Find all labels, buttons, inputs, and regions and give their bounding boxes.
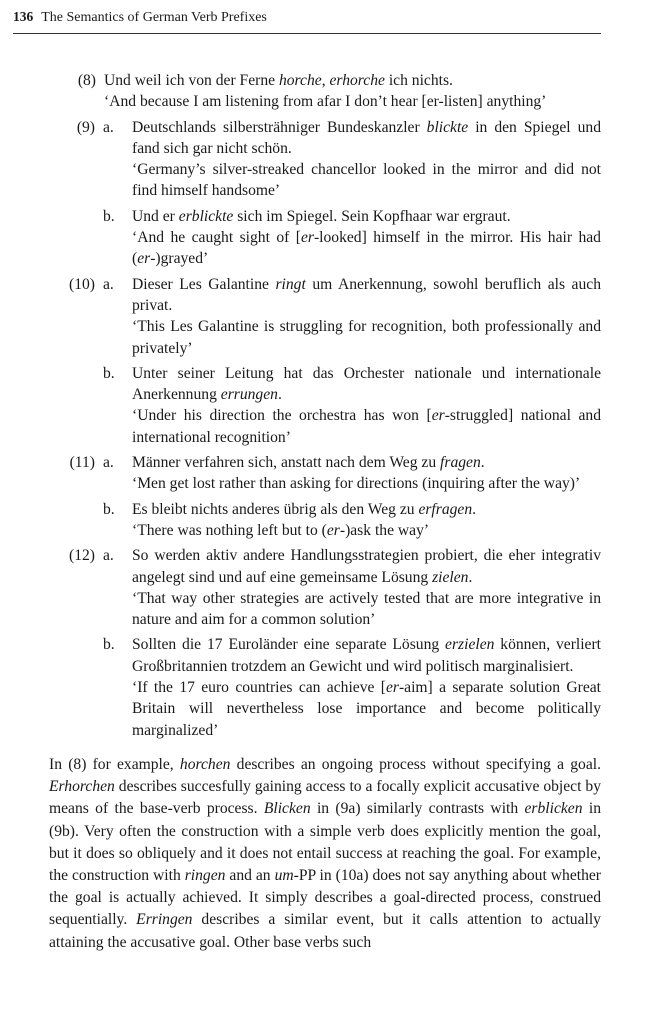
german-sentence: Sollten die 17 Euroländer eine separate Lösung erzielen können, verliert Großbritannien trotzdem an Gewicht und wird politisch marginalisiert. bbox=[132, 636, 601, 675]
example-12a bbox=[0, 545, 650, 630]
english-gloss: ‘Under his direction the orchestra has won [er-struggled] national and international recognition’ bbox=[132, 407, 601, 446]
example-11b bbox=[0, 499, 650, 542]
example-9a bbox=[0, 117, 650, 202]
example-10b bbox=[0, 363, 650, 448]
english-gloss: ‘And he caught sight of [er-looked] himself in the mirror. His hair had (er-)grayed’ bbox=[132, 229, 601, 268]
english-gloss: ‘This Les Galantine is struggling for recognition, both professionally and privately’ bbox=[132, 318, 601, 357]
german-sentence: Und er erblickte sich im Spiegel. Sein Kopfhaar war ergraut. bbox=[132, 207, 511, 225]
english-gloss: ‘And because I am listening from afar I don’t hear [er-listen] anything’ bbox=[104, 93, 547, 111]
english-gloss: ‘If the 17 euro countries can achieve [er-aim] a separate solution Great Britain will nevertheless lose importance and become politically marginalized’ bbox=[132, 679, 602, 739]
example-number: (9) bbox=[76, 118, 95, 136]
example-10a bbox=[0, 274, 650, 359]
example-number: (8) bbox=[77, 72, 96, 89]
english-gloss: ‘Germany’s silver-streaked chancellor looked in the mirror and did not find himself handsome’ bbox=[132, 161, 601, 200]
example-number: (11) bbox=[69, 454, 95, 472]
running-title: The Semantics of German Verb Prefixes bbox=[41, 10, 267, 25]
example-letter: b. bbox=[103, 636, 115, 654]
english-gloss: ‘Men get lost rather than asking for directions (inquiring after the way)’ bbox=[132, 475, 581, 493]
example-letter: a. bbox=[103, 454, 114, 472]
running-header bbox=[13, 8, 601, 34]
german-sentence: Männer verfahren sich, anstatt nach dem Weg zu fragen. bbox=[132, 454, 485, 472]
english-gloss: ‘That way other strategies are actively tested that are more integrative in nature and aim for a common solution’ bbox=[132, 589, 601, 629]
german-sentence: So werden aktiv andere Handlungsstrategien probiert, die eher integrativ angelegt sind und auf eine gemeinsame Lösung zielen. bbox=[132, 547, 601, 586]
example-number: (10) bbox=[69, 275, 95, 293]
german-sentence: Unter seiner Leitung hat das Orchester nationale und internationale Anerkennung errungen. bbox=[132, 364, 601, 404]
example-letter: b. bbox=[103, 500, 115, 518]
english-gloss: ‘There was nothing left but to (er-)ask the way’ bbox=[132, 521, 430, 539]
example-11a bbox=[0, 452, 650, 495]
german-sentence: Es bleibt nichts anderes übrig als den Weg zu erfragen. bbox=[132, 500, 477, 518]
example-letter: a. bbox=[103, 275, 114, 293]
example-number: (12) bbox=[69, 547, 95, 565]
example-12b bbox=[0, 634, 650, 740]
german-sentence: Dieser Les Galantine ringt um Anerkennung, sowohl beruflich als auch privat. bbox=[132, 275, 601, 314]
page-number: 136 bbox=[13, 9, 34, 24]
example-9b bbox=[0, 206, 650, 270]
body-paragraph: In (8) for example, horchen describes an ongoing process without specifying a goal. Erhorchen describes succesfully gaining access to a focally explicit accusative object by means of the base-verb process. Blicken in (9a) similarly contrasts with erblicken in (9b). Very often the construction with a simple verb does explicitly mention the goal, but it does so obliquely and it does not entail success at reaching the goal. For example, the construction with ringen and an um-PP in (10a) does not say anything about whether the goal is actually achieved. It simply describes a goal-directed process, construed sequentially. Erringen describes a similar event, but it calls attention to actually attaining the accusative goal. Other base verbs such bbox=[49, 755, 601, 951]
example-letter: a. bbox=[103, 118, 114, 136]
page-content bbox=[0, 70, 650, 969]
german-sentence: Deutschlands silbersträhniger Bundeskanzler blickte in den Spiegel und fand sich gar nicht schön. bbox=[132, 118, 601, 157]
german-sentence: Und weil ich von der Ferne horche, erhorche ich nichts. bbox=[104, 72, 453, 89]
example-letter: b. bbox=[103, 207, 115, 225]
example-letter: b. bbox=[103, 364, 115, 382]
example-8 bbox=[0, 70, 650, 113]
example-letter: a. bbox=[103, 547, 114, 565]
